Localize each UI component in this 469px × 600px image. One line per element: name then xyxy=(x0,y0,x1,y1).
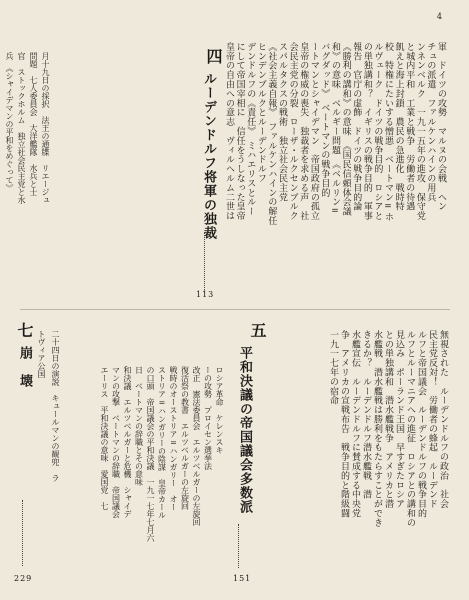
toc-line: 皇帝の自由への意志 ヴィルヘルム二世は xyxy=(224,42,234,221)
toc-line: 無視された ルーデンドルフの政治 社会 xyxy=(438,330,448,509)
section-v-page: 151 xyxy=(233,574,252,583)
toc-line: ートマンとシャイデマン 帝国政府の孤立 xyxy=(308,42,319,221)
toc-line: 戦時のオーストリア=ハンガリー オー xyxy=(169,366,178,511)
toc-line: 日 ベートマンの辞職とその意味 xyxy=(134,366,144,486)
toc-line: 民主党反対！ 労働者の蜂起 ルーデンド xyxy=(427,330,437,509)
section-iv-title: ルーデンドルフ将軍の独裁 xyxy=(201,72,216,240)
section-v-title: 平和決議の帝国議会多数派 xyxy=(237,346,252,514)
toc-line: 問題 七人委員会 大洋艦隊 水兵と士 xyxy=(29,52,38,196)
section-iv-leader-dots xyxy=(204,232,205,292)
toc-line: エーリス 平和決議の意味 愛国党 七 xyxy=(100,366,109,510)
toc-line: 《社会主義自報》 ファルケンハインの解任 xyxy=(266,42,277,226)
toc-line: デンドルフの《責任》 ミハエリスとルー xyxy=(245,42,256,217)
section-vii-page: 229 xyxy=(14,574,33,583)
toc-line: の口頭 帝国議会の平和決議 一九一七年七月六 xyxy=(146,366,155,542)
toc-line: 飢えと海上封鎖 農民の急進化 戦時特 xyxy=(393,42,404,212)
toc-line: ルヴェーク ドイツの戦争目的 ロシアと xyxy=(372,42,383,221)
section-vii-number: 七 xyxy=(15,322,34,338)
toc-line: にして帝国宰相に 信任をうしなった皇帝 xyxy=(234,42,245,221)
toc-line: きるか？ ルーデンドルフ潜水艦戦 潜 xyxy=(361,330,371,500)
toc-line: 和》の意味 ベルギー問題 《ベルリン= xyxy=(330,42,340,218)
toc-line: ヒンデンブルクとルーデンドルフ xyxy=(255,42,266,183)
toc-line: 水艦宣伝 ルーデンドルフに賛成する中央党 xyxy=(350,330,360,518)
toc-line: 二十四日の演説 キュールマンの観兜 ラ xyxy=(51,330,60,482)
toc-line: 皇帝の権威の喪失 独裁者を求める声 社 xyxy=(298,42,309,221)
half-divider xyxy=(20,309,450,310)
toc-line: 改正 憲法委員会 エルツベルガーの左旋回 xyxy=(192,366,201,526)
toc-line: 会民主党の分裂 ローザ・ルクセンブルク xyxy=(287,42,298,221)
toc-line: ロシア革命 ケレンスキ xyxy=(215,366,224,454)
section-v-leader-dots xyxy=(238,524,239,568)
toc-line: 軍 ドイツの攻勢 マルヌの会戦 ヘン xyxy=(436,42,446,212)
toc-line: 復活祭の教書 エルツベルガーの左旋回 xyxy=(180,366,190,510)
toc-line: 兵 《シャイデマンの平和をめぐって》 xyxy=(5,52,14,192)
section-vii-title: 崩 壊 xyxy=(17,346,32,388)
toc-line: 《勝利の講和》の意味 《国民信頼体会議 xyxy=(340,42,351,217)
toc-line: ーの攻勢 プロイセン選挙法 xyxy=(203,366,213,470)
section-iv-page: 113 xyxy=(196,290,215,299)
toc-line: 争 アメリカの宣戦布告 戦争目的と階級闘 xyxy=(339,330,349,518)
section-v-number: 五 xyxy=(248,322,267,338)
section-vii-leader-dots xyxy=(22,500,23,566)
toc-line: バグダッド》 ベートマンの戦争目的 xyxy=(319,42,330,198)
toc-line: 校 特権にたいする憎悪 ベートマン=ホ xyxy=(383,42,393,222)
toc-line: トヴィア公国 xyxy=(37,330,46,378)
top-page-number: 4 xyxy=(436,12,443,21)
toc-line: 月十九日の採択 法王の通牒 リエージュ xyxy=(41,52,50,204)
toc-line: マンの攻撃 ベートマンの辞職 帝国議会 xyxy=(111,366,121,518)
toc-line: 水艦戦 潜水艦戦は勝利をもたらすことができ xyxy=(372,330,382,528)
toc-line: の単独講和？ イギリスの戦争目的 軍事 xyxy=(361,42,372,221)
toc-line: ルフと帝国議会 ルーデンドルフの戦争目的 xyxy=(416,330,426,518)
toc-line: 和決議 エルツベルガーと危機 シャイデ xyxy=(123,366,132,518)
toc-line: ンネンベルク 一九一五年の進攻 保守党 xyxy=(414,42,425,221)
toc-line: スパルタクスの戦術 独立社会民主党 xyxy=(277,42,287,202)
toc-line: 一九一七年の宿命 xyxy=(328,330,338,406)
toc-line: ストリア=ハンガリーの陰謀 皇帝カール xyxy=(157,366,167,519)
toc-line: チュの派遣 ファルケンハインの用兵 xyxy=(425,42,436,202)
toc-line: 見込み ポーランド王国 早すぎたロシア xyxy=(394,330,404,509)
toc-line: と城内平和 工業と戦争 労働者の待遇 xyxy=(404,42,415,212)
toc-line: ルフとルーマニアへの進征 ロシアとの講和の xyxy=(405,330,415,528)
toc-line: 官 ストックホルム 独立社会民主党と水 xyxy=(17,52,26,204)
toc-line: 報告 官庁の虚飾 ドイツの戦争目的論 xyxy=(351,42,362,212)
section-iv-number: 四 xyxy=(204,48,223,64)
toc-line: との単独講和 潜水艦戦争 アメリカと潜 xyxy=(383,330,393,509)
